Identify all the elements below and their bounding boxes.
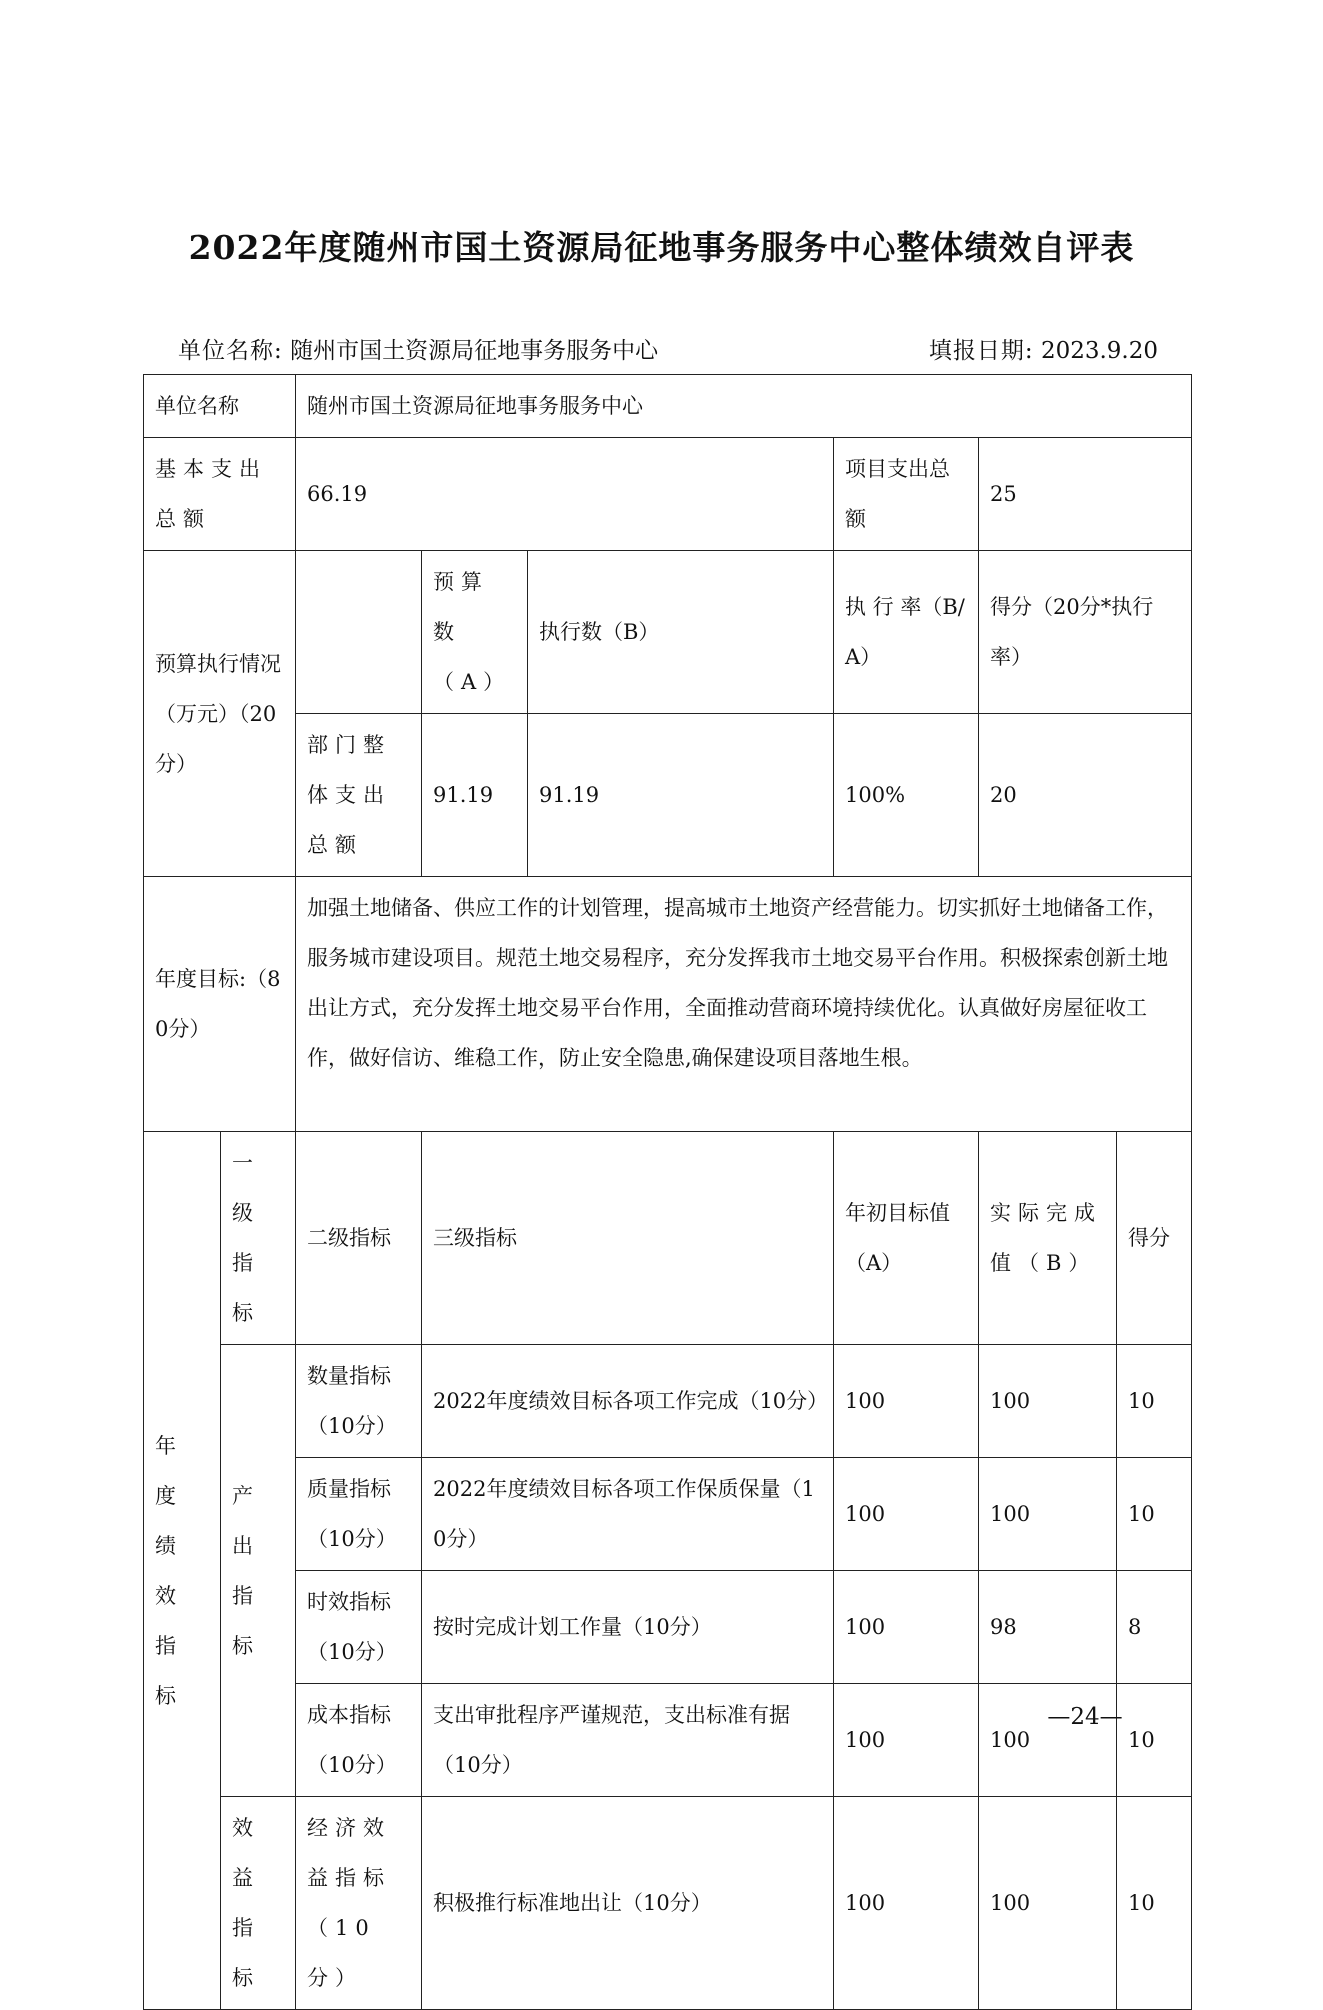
date-value: 2023.9.20 (1040, 338, 1158, 364)
level2-cell: 经济效益指标（10分） (296, 1797, 422, 2010)
head-target: 年初目标值（A） (834, 1132, 979, 1345)
budget-head-score: 得分（20分*执行率） (979, 551, 1192, 714)
goal-text: 加强土地储备、供应工作的计划管理，提高城市土地资产经营能力。切实抓好土地储备工作，服务城市建设项目。规范土地交易程序，充分发挥我市土地交易平台作用。积极探索创新土地出让方式，充分发挥土地交易平台作用，全面推动营商环境持续优化。认真做好房屋征收工作，做好信访、维稳工作，防止安全隐患,确保建设项目落地生根。 (296, 877, 1192, 1132)
score-cell: 10 (1117, 1797, 1192, 2010)
table-row (144, 1345, 1192, 1458)
unit-name-value: 随州市国土资源局征地事务服务中心 (296, 375, 1192, 438)
table-row (144, 1797, 1192, 2010)
head-level2: 二级指标 (296, 1132, 422, 1345)
table-row (144, 1684, 1192, 1797)
level3-cell: 按时完成计划工作量（10分） (422, 1571, 834, 1684)
target-cell: 100 (834, 1797, 979, 2010)
level2-cell: 时效指标（10分） (296, 1571, 422, 1684)
goal-label: 年度目标:（80分） (144, 877, 296, 1132)
date-info (929, 334, 1158, 368)
table-row (144, 1458, 1192, 1571)
project-expense-value: 25 (979, 438, 1192, 551)
budget-label: 预算执行情况（万元）（20分） (144, 551, 296, 877)
budget-score: 20 (979, 714, 1192, 877)
indicator-section-label: 年度绩效指标 (144, 1132, 221, 2010)
expense-row (144, 438, 1192, 551)
head-level3: 三级指标 (422, 1132, 834, 1345)
unit-label: 单位名称: (178, 338, 283, 364)
level2-cell: 数量指标（10分） (296, 1345, 422, 1458)
unit-info (178, 334, 658, 368)
basic-expense-label: 基本支出总额 (144, 438, 296, 551)
level3-cell: 支出审批程序严谨规范，支出标准有据（10分） (422, 1684, 834, 1797)
table-row (144, 1571, 1192, 1684)
actual-cell: 100 (979, 1684, 1117, 1797)
budget-a: 91.19 (422, 714, 528, 877)
output-indicator-label: 产出指标 (221, 1345, 296, 1797)
evaluation-table (143, 374, 1192, 2010)
level2-cell: 质量指标（10分） (296, 1458, 422, 1571)
target-cell: 100 (834, 1458, 979, 1571)
score-cell: 10 (1117, 1458, 1192, 1571)
budget-header-row (144, 551, 1192, 714)
benefit-indicator-label: 效益指标 (221, 1797, 296, 2010)
actual-cell: 98 (979, 1571, 1117, 1684)
unit-name-label: 单位名称 (144, 375, 296, 438)
budget-head-b: 执行数（B） (528, 551, 834, 714)
head-actual: 实际完成值（B） (979, 1132, 1117, 1345)
target-cell: 100 (834, 1684, 979, 1797)
budget-value-row (144, 714, 1192, 877)
unit-name-row (144, 375, 1192, 438)
budget-item: 部门整体支出总额 (296, 714, 422, 877)
level3-cell: 2022年度绩效目标各项工作保质保量（10分） (422, 1458, 834, 1571)
actual-cell: 100 (979, 1345, 1117, 1458)
date-label: 填报日期: (928, 338, 1034, 364)
level3-cell: 2022年度绩效目标各项工作完成（10分） (422, 1345, 834, 1458)
document-title: 2022年度随州市国土资源局征地事务服务中心整体绩效自评表 (188, 228, 1135, 267)
budget-blank-cell (296, 551, 422, 714)
indicator-header-row (144, 1132, 1192, 1345)
score-cell: 10 (1117, 1684, 1192, 1797)
level3-cell: 积极推行标准地出让（10分） (422, 1797, 834, 2010)
head-level1: 一级指标 (221, 1132, 296, 1345)
budget-head-a: 预算数（A） (422, 551, 528, 714)
page-number: —24— (1047, 1704, 1123, 1730)
actual-cell: 100 (979, 1458, 1117, 1571)
project-expense-label: 项目支出总额 (834, 438, 979, 551)
unit-value: 随州市国土资源局征地事务服务中心 (290, 338, 659, 364)
basic-expense-value: 66.19 (296, 438, 834, 551)
budget-rate: 100% (834, 714, 979, 877)
score-cell: 8 (1117, 1571, 1192, 1684)
score-cell: 10 (1117, 1345, 1192, 1458)
actual-cell: 100 (979, 1797, 1117, 2010)
level2-cell: 成本指标（10分） (296, 1684, 422, 1797)
budget-b: 91.19 (528, 714, 834, 877)
target-cell: 100 (834, 1345, 979, 1458)
head-score: 得分 (1117, 1132, 1192, 1345)
budget-head-rate: 执 行 率（B/A） (834, 551, 979, 714)
document-meta (178, 334, 1158, 368)
target-cell: 100 (834, 1571, 979, 1684)
goal-row (144, 877, 1192, 1132)
